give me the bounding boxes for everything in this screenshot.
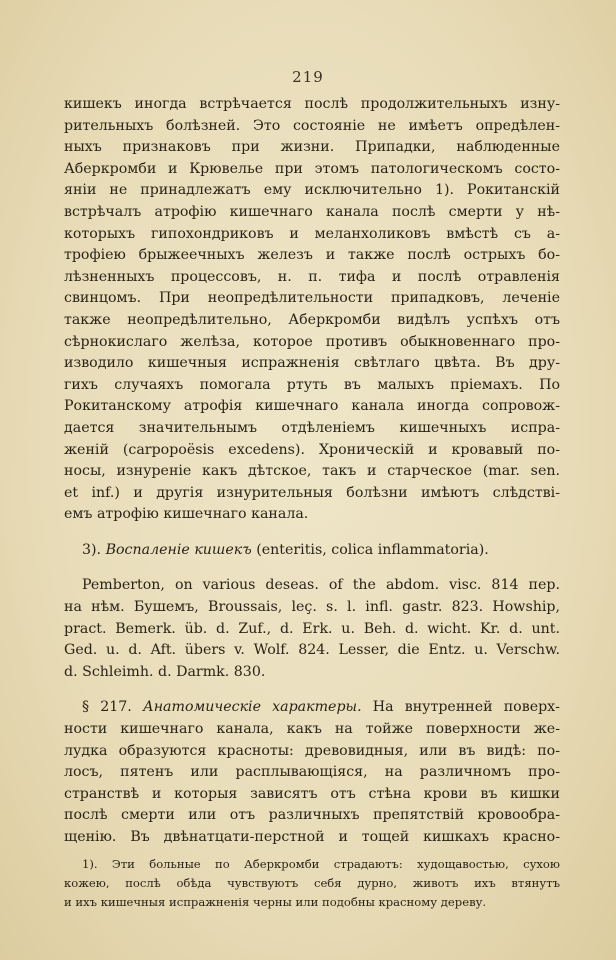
reference-line: на нѣм. Бушемъ, Broussais, leç. s. l. infl. gastr. 823. Howship, xyxy=(64,599,560,616)
text-line: свинцомъ. При неопредѣлительности припадковъ, леченie xyxy=(64,290,560,307)
reference-line: Ged. u. d. Aft. übers v. Wolf. 824. Lesser, die Entz. u. Verschw. xyxy=(64,642,560,659)
text-line: емъ атрофiю кишечнаго канала. xyxy=(64,506,309,523)
section-heading xyxy=(64,540,560,562)
footnote-line: и ихъ кишечныя испражненiя черны или подобны красному дереву. xyxy=(64,895,487,909)
reference-line: d. Schleimh. d. Darmk. 830. xyxy=(64,663,266,680)
text-line: et inf.) и другiя изнурительныя болѣзни имѣютъ слѣдствi- xyxy=(64,484,560,501)
text-line: ности кишечнаго канала, какъ на тойже поверхности же- xyxy=(64,721,560,738)
paragraph-anatomical xyxy=(64,697,560,848)
paragraph-atrophy-continued xyxy=(64,94,560,526)
text-line: сѣрнокислаго желѣза, которое противъ обыкновеннаго про- xyxy=(64,333,560,350)
text-line xyxy=(64,697,560,719)
text-line: лосъ, пятенъ или расплывающiяся, на различномъ про- xyxy=(64,764,560,781)
text-line: встрѣчалъ атрофiю кишечнаго канала послѣ смерти у нѣ- xyxy=(64,203,560,220)
footnote-divider xyxy=(64,852,244,853)
text-line: лѣзненныхъ процессовъ, н. п. тифа и послѣ отравленiя xyxy=(64,268,560,285)
section-number: 3). xyxy=(82,541,102,558)
text-line: Рокитанскому атрофiя кишечнаго канала иногда сопровож- xyxy=(64,398,560,415)
text-line: послѣ смерти или отъ различныхъ препятствiй кровообра- xyxy=(64,807,560,824)
text-line: янiи не принадлежатъ ему исключительно 1). Рокитанскiй xyxy=(64,182,560,199)
footnote-line: 1). Эти больные по Аберкромби страдаютъ: худощавостью, сухою xyxy=(82,857,560,871)
text-line: странствѣ и которыя зависятъ отъ стѣна крови въ кишки xyxy=(64,785,560,802)
reference-line: pract. Bemerk. üb. d. Zuf., d. Erk. u. Beh. d. wicht. Kr. d. unt. xyxy=(64,620,560,637)
text-line: носы, изнуренie какъ дѣтское, такъ и старческое (mar. sen. xyxy=(64,463,560,480)
text-line: щенiю. Въ двѣнатцати-перстной и тощей кишкахъ красно- xyxy=(64,829,560,845)
main-text xyxy=(64,94,560,849)
text-line: трофiею брыжеечныхъ железъ и также послѣ острыхъ бо- xyxy=(64,247,560,264)
text-line: женiй (carpорoësis excedens). Хроническiй и кровавый по- xyxy=(64,441,560,458)
text-line: Аберкромби и Крювелье при этомъ патологическомъ состо- xyxy=(64,160,560,177)
section-latin: (enteritis, colica inflammatoria). xyxy=(256,541,489,558)
section-sign: § 217. xyxy=(82,699,132,716)
text-line: также неопредѣлительно, Аберкромби видѣлъ успѣхъ отъ xyxy=(64,311,560,328)
text-line: изводило кишечныя испражненiя свѣтлаго цвѣта. Въ дру- xyxy=(64,355,560,372)
references-block xyxy=(64,575,560,683)
text-line: рительныхъ болѣзней. Это состоянie не имѣетъ опредѣлен- xyxy=(64,117,560,134)
footnote-line: кожею, послѣ обѣда чувствуютъ себя дурно, животъ ихъ втянутъ xyxy=(64,876,560,890)
text-line: дается значительнымъ отдѣленiемъ кишечныхъ испра- xyxy=(64,419,560,436)
text-line: ныхъ признаковъ при жизни. Припадки, наблюденные xyxy=(64,139,560,156)
text-line: лудка образуются красноты: древовидныя, или въ видѣ: по- xyxy=(64,742,560,759)
text-line: гихъ случаяхъ помогала ртуть въ малыхъ прiемахъ. По xyxy=(64,376,560,393)
text-line: кишекъ иногда встрѣчается послѣ продолжительныхъ изну- xyxy=(64,96,560,112)
reference-line: Pemberton, on various deseas. of the abdom. visc. 814 пер. xyxy=(82,577,560,594)
page-number: 219 xyxy=(292,68,324,86)
section-title: Воспаленiе кишекъ xyxy=(105,541,252,558)
anatomical-heading: Анатомическiе характеры. xyxy=(142,699,362,716)
footnote xyxy=(64,855,560,912)
text-line: которыхъ гипохондриковъ и меланхоликовъ вмѣстѣ съ а- xyxy=(64,225,560,242)
anatomical-first-line: На внутренней поверх- xyxy=(372,699,560,716)
